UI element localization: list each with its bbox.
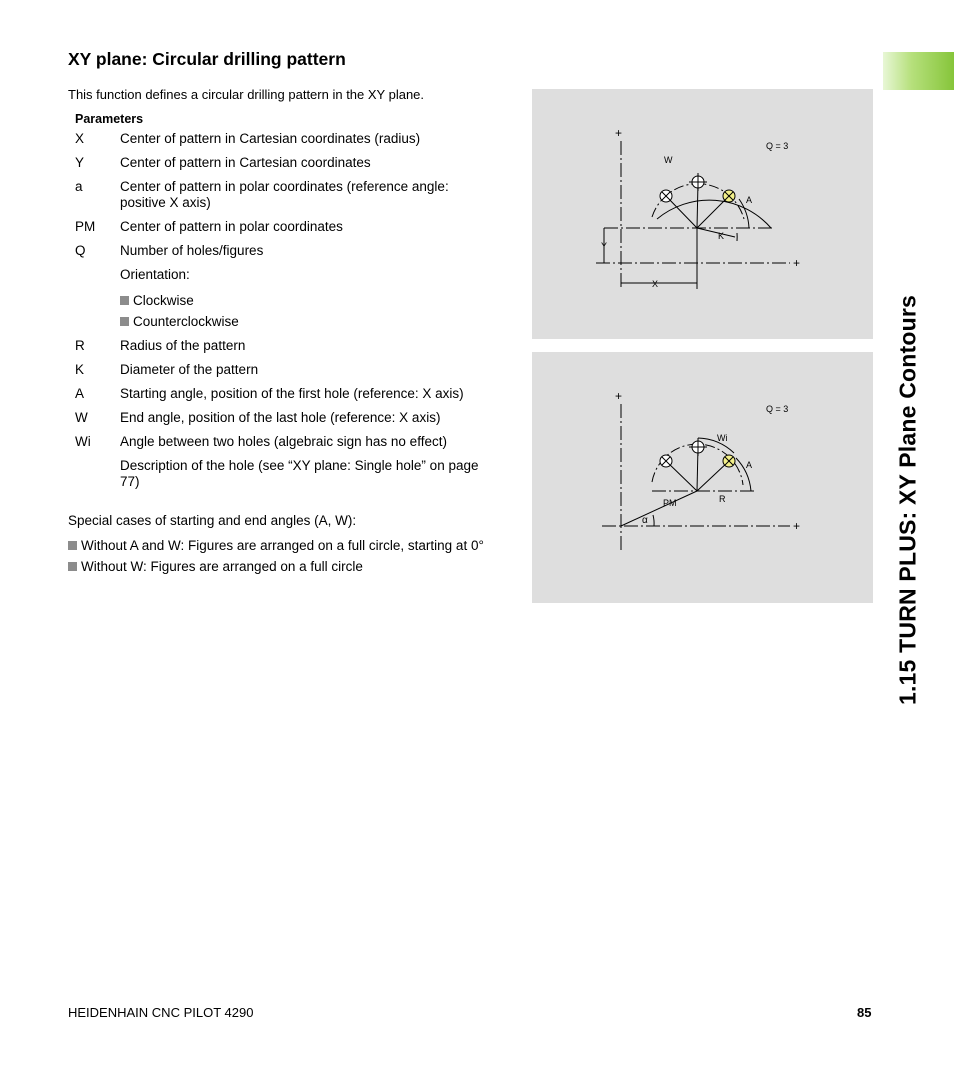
bullet-item — [120, 293, 490, 309]
param-desc: Starting angle, position of the first hole (reference: X axis) — [120, 386, 464, 401]
param-desc: End angle, position of the last hole (reference: X axis) — [120, 410, 441, 425]
square-bullet-icon — [120, 317, 129, 326]
param-key: W — [75, 410, 88, 425]
wi-label: Wi — [717, 433, 728, 443]
pm-label: PM — [663, 498, 677, 508]
param-desc: Description of the hole (see “XY plane: Single hole” on page 77) — [120, 458, 479, 489]
plus-y-label: + — [615, 126, 623, 140]
q-label: Q = 3 — [766, 404, 789, 414]
param-key: Wi — [75, 434, 91, 449]
chapter-side-title: 1.15 TURN PLUS: XY Plane Contours — [894, 294, 921, 706]
param-desc: Angle between two holes (algebraic sign has no effect) — [120, 434, 447, 449]
plus-x-label: + — [793, 519, 801, 533]
param-key: K — [75, 362, 85, 377]
param-key: Q — [75, 243, 86, 258]
radial-line — [697, 228, 735, 237]
plus-y-label: + — [615, 389, 623, 403]
param-desc: Center of pattern in Cartesian coordinates — [120, 155, 371, 170]
radial-line — [697, 461, 729, 491]
q-label: Q = 3 — [766, 141, 789, 151]
parameters-heading: Parameters — [75, 112, 144, 126]
param-desc: Diameter of the pattern — [120, 362, 259, 377]
param-key: A — [75, 386, 85, 401]
param-key: X — [75, 131, 85, 146]
diagram-cartesian — [532, 89, 873, 339]
param-desc: Orientation: — [120, 267, 190, 282]
param-key: R — [75, 338, 85, 353]
page-number: 85 — [857, 1005, 872, 1020]
bullet-text: Without A and W: Figures are arranged on a full circle, starting at 0° — [81, 538, 484, 553]
alpha-dimension-arc — [653, 515, 654, 526]
a-label: A — [746, 460, 753, 470]
chapter-tab — [883, 52, 954, 90]
param-key: a — [75, 179, 83, 194]
param-desc: Radius of the pattern — [120, 338, 246, 353]
figure-polar-pattern — [532, 352, 873, 603]
plus-x-label: + — [793, 256, 801, 270]
param-desc: Center of pattern in polar coordinates — [120, 219, 343, 234]
w-label: W — [664, 155, 673, 165]
square-bullet-icon — [120, 296, 129, 305]
param-key: PM — [75, 219, 96, 234]
diagram-polar — [532, 352, 873, 603]
param-desc: Center of pattern in Cartesian coordinates (radius) — [120, 131, 421, 146]
param-key: Y — [75, 155, 85, 170]
bullet-text: Counterclockwise — [133, 314, 239, 329]
alpha-label: α — [642, 515, 648, 526]
bullet-text: Without W: Figures are arranged on a full circle — [81, 559, 363, 574]
y-label: Y — [601, 241, 608, 251]
footer-product: HEIDENHAIN CNC PILOT 4290 — [68, 1005, 254, 1020]
special-cases-intro: Special cases of starting and end angles (A, W): — [68, 513, 357, 528]
bullet-item — [120, 314, 490, 330]
param-desc: Number of holes/figures — [120, 243, 264, 258]
square-bullet-icon — [68, 541, 77, 550]
bullet-item — [68, 559, 363, 574]
intro-text: This function defines a circular drilling pattern in the XY plane. — [68, 87, 425, 102]
a-label: A — [746, 195, 753, 205]
bullet-item — [68, 538, 484, 553]
param-desc: Center of pattern in polar coordinates (reference angle: positive X axis) — [120, 179, 449, 210]
bullet-text: Clockwise — [133, 293, 194, 308]
r-label: R — [719, 494, 726, 504]
x-label: X — [652, 279, 659, 289]
page-title: XY plane: Circular drilling pattern — [68, 49, 346, 69]
k-label: K — [718, 231, 725, 241]
radial-line — [666, 196, 697, 228]
figure-cartesian-pattern — [532, 89, 873, 339]
square-bullet-icon — [68, 562, 77, 571]
pm-vector-line — [621, 491, 697, 526]
